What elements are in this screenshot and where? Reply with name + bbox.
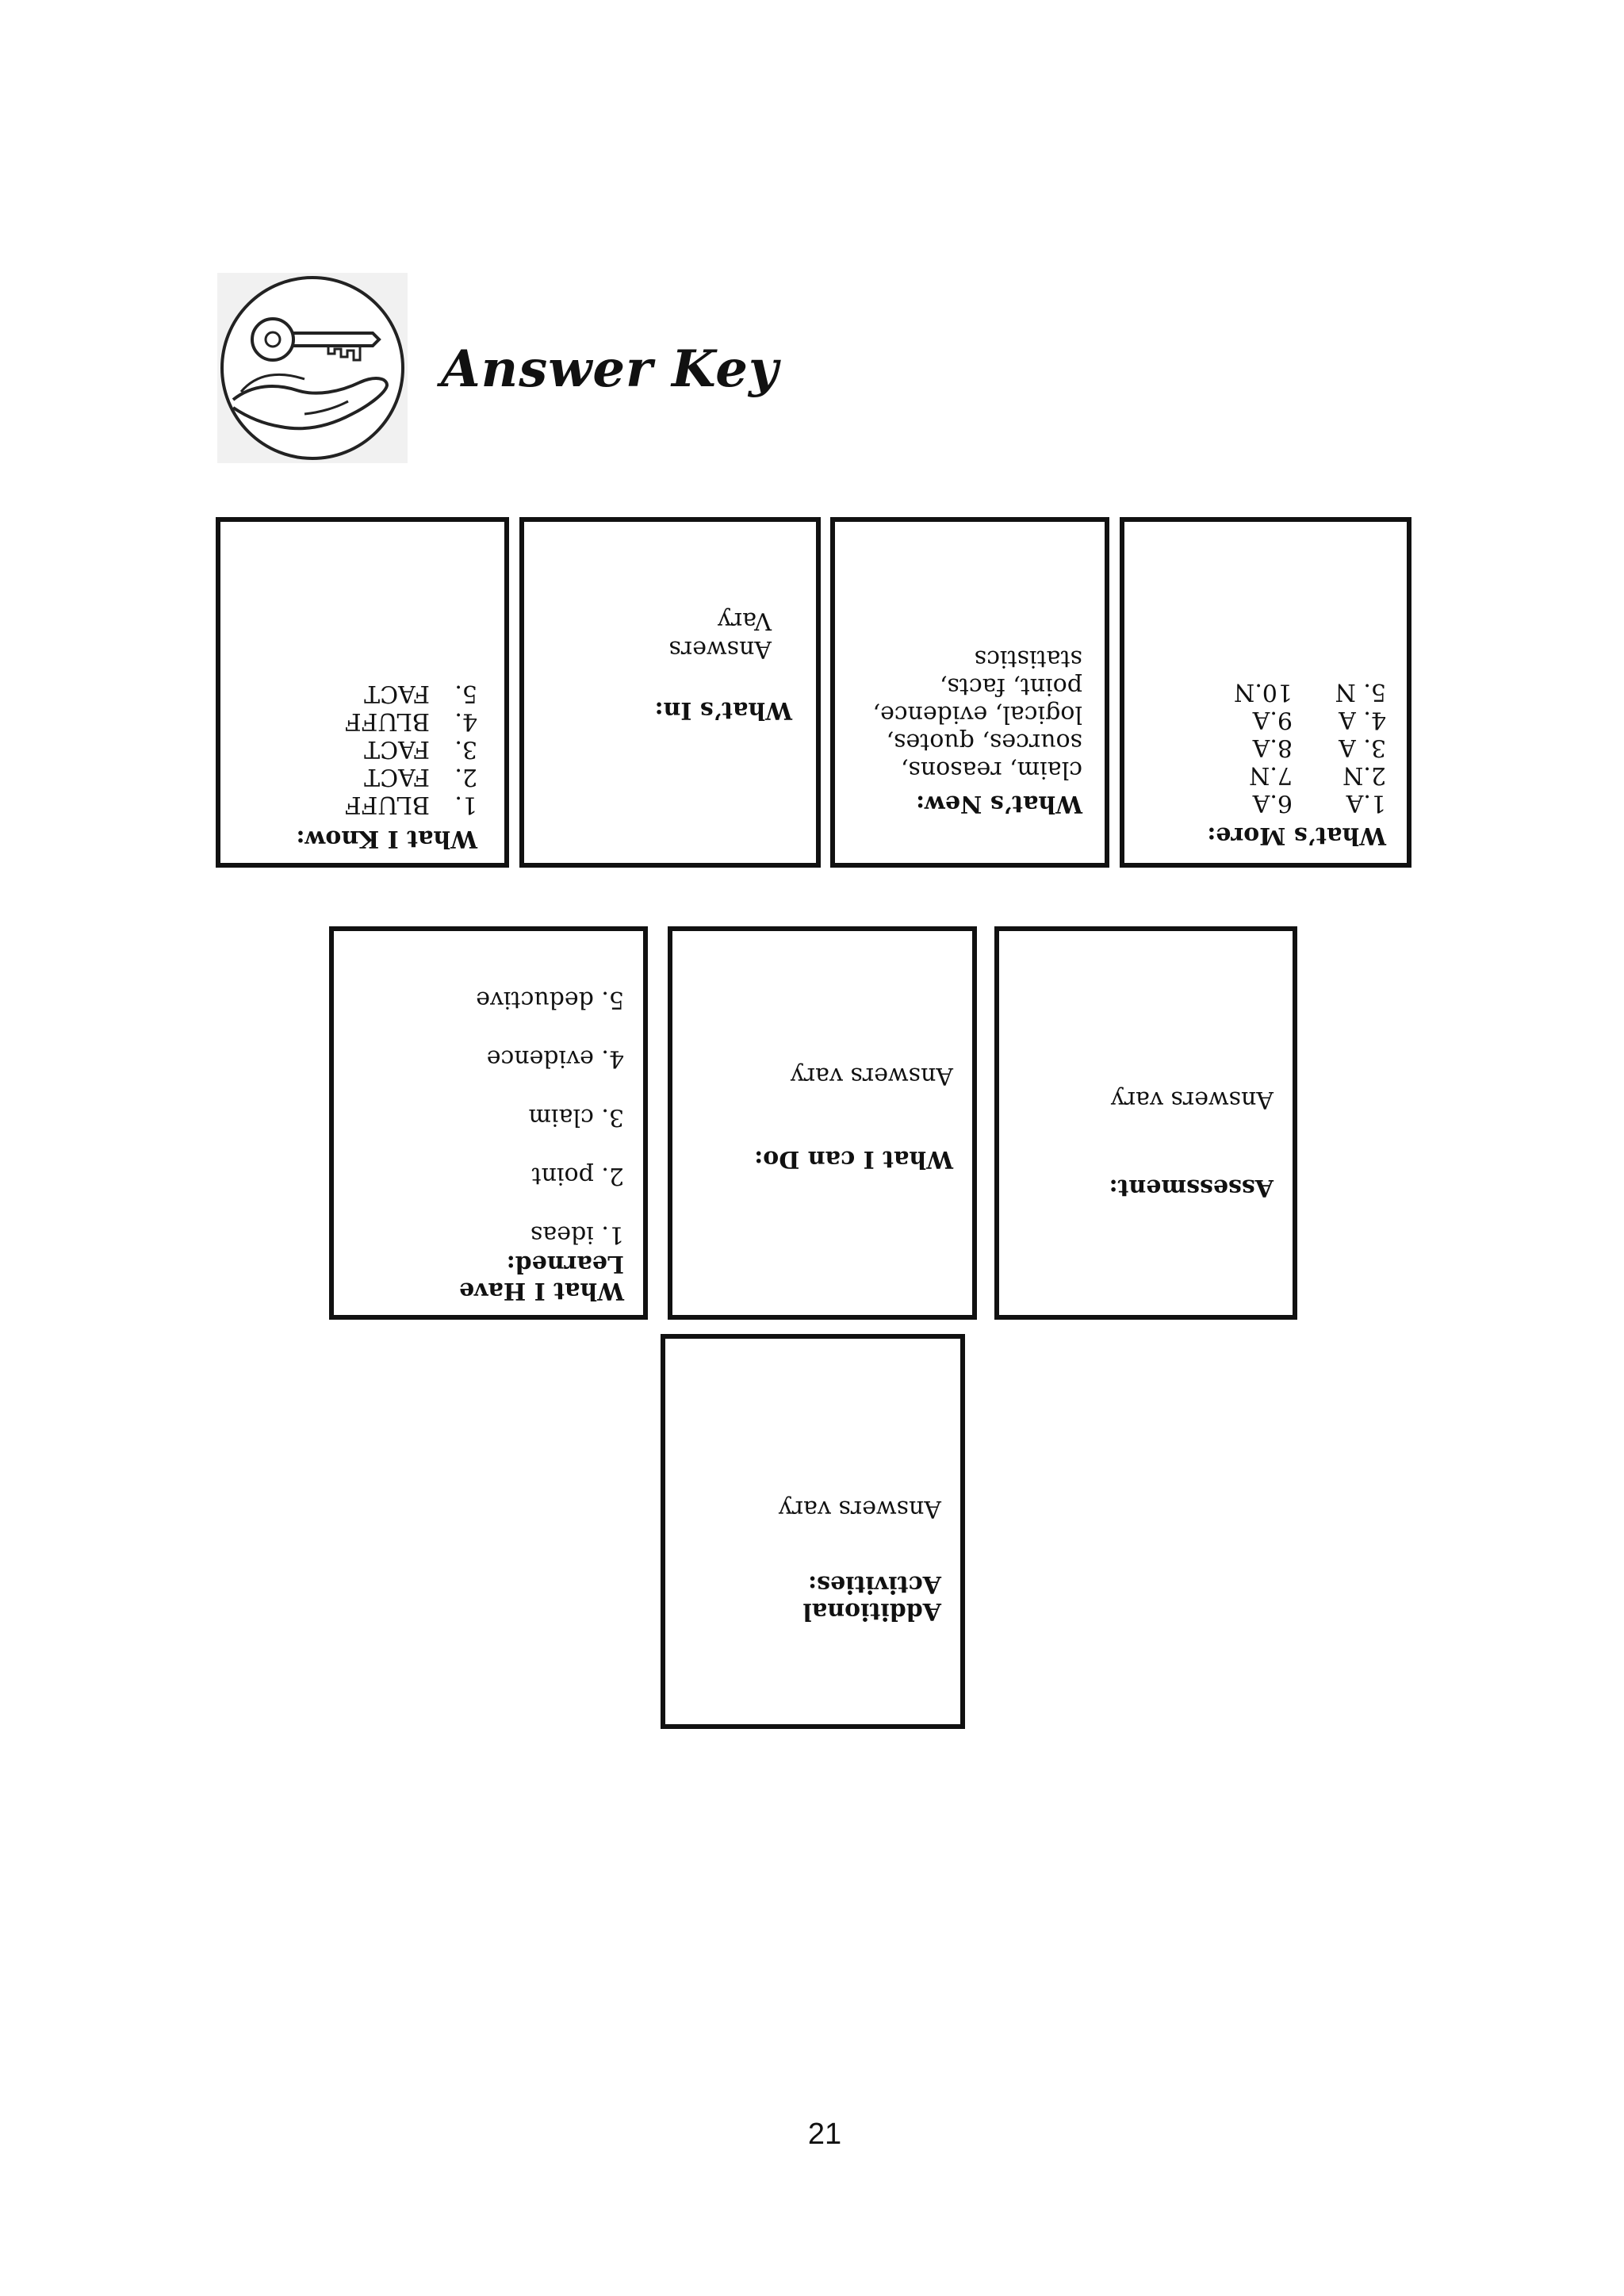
list-item: 3.FACT (364, 735, 477, 763)
card-whats-new (830, 517, 1109, 868)
card-heading: What I Know: (296, 825, 477, 853)
list-item: 5.FACT (364, 680, 477, 707)
list-item: 4.BLUFF (344, 707, 477, 735)
list-item: sources, quotes, (886, 728, 1082, 756)
card-assessment (994, 926, 1297, 1320)
list-item: 1. ideas (530, 1221, 624, 1248)
card-whats-more (1120, 517, 1411, 868)
list-item: 7.N (1249, 761, 1293, 789)
card-heading: What I Have (458, 1277, 624, 1305)
list-item: 10.N (1234, 678, 1293, 706)
card-heading: What’s In: (654, 696, 792, 724)
list-item: 2. point (531, 1162, 624, 1190)
list-item: 5. N (1335, 678, 1386, 706)
answer-text: Answers (668, 635, 772, 663)
page-number: 21 (807, 2118, 842, 2151)
answer-text: Answers vary (790, 1062, 953, 1090)
answer-column (1335, 678, 1386, 817)
list-item: 2.N (1342, 761, 1386, 789)
list-item: 4. evidence (486, 1045, 624, 1072)
list-item: 8.A (1252, 734, 1293, 761)
answer-text: Answers vary (1110, 1086, 1274, 1114)
card-what-i-know (216, 517, 509, 868)
list-item: claim, reasons, (900, 756, 1082, 784)
list-item: 9.A (1252, 706, 1293, 734)
list-item: 3. A (1339, 734, 1386, 761)
list-item: 6.A (1252, 789, 1293, 817)
list-item: point, facts, (939, 673, 1082, 700)
list-item: 1.A (1346, 789, 1386, 817)
key-in-hand-icon (217, 273, 408, 463)
answer-column (1234, 678, 1293, 817)
card-heading: Additional (802, 1597, 941, 1625)
card-what-i-can-do (668, 926, 977, 1320)
answer-text: Vary (717, 607, 772, 634)
list-item: 4. A (1339, 706, 1386, 734)
list-item: 1.BLUFF (344, 791, 477, 818)
card-heading: What I can Do: (754, 1145, 953, 1173)
list-item: 3. claim (528, 1103, 624, 1131)
list-item: logical, evidence, (872, 700, 1082, 728)
card-heading: What’s More: (1207, 822, 1386, 849)
card-whats-in (519, 517, 821, 868)
card-heading: Activities: (808, 1570, 941, 1598)
card-heading: Learned: (506, 1250, 624, 1278)
page-title: Answer Key (441, 339, 779, 399)
card-additional-activities (661, 1334, 965, 1729)
card-heading: Assessment: (1109, 1174, 1274, 1202)
card-what-i-have-learned (329, 926, 648, 1320)
answer-text: Answers vary (778, 1495, 941, 1523)
card-heading: What’s New: (916, 790, 1082, 818)
list-item: 5. deductive (476, 986, 624, 1014)
list-item: statistics (974, 645, 1082, 673)
list-item: 2.FACT (364, 763, 477, 791)
